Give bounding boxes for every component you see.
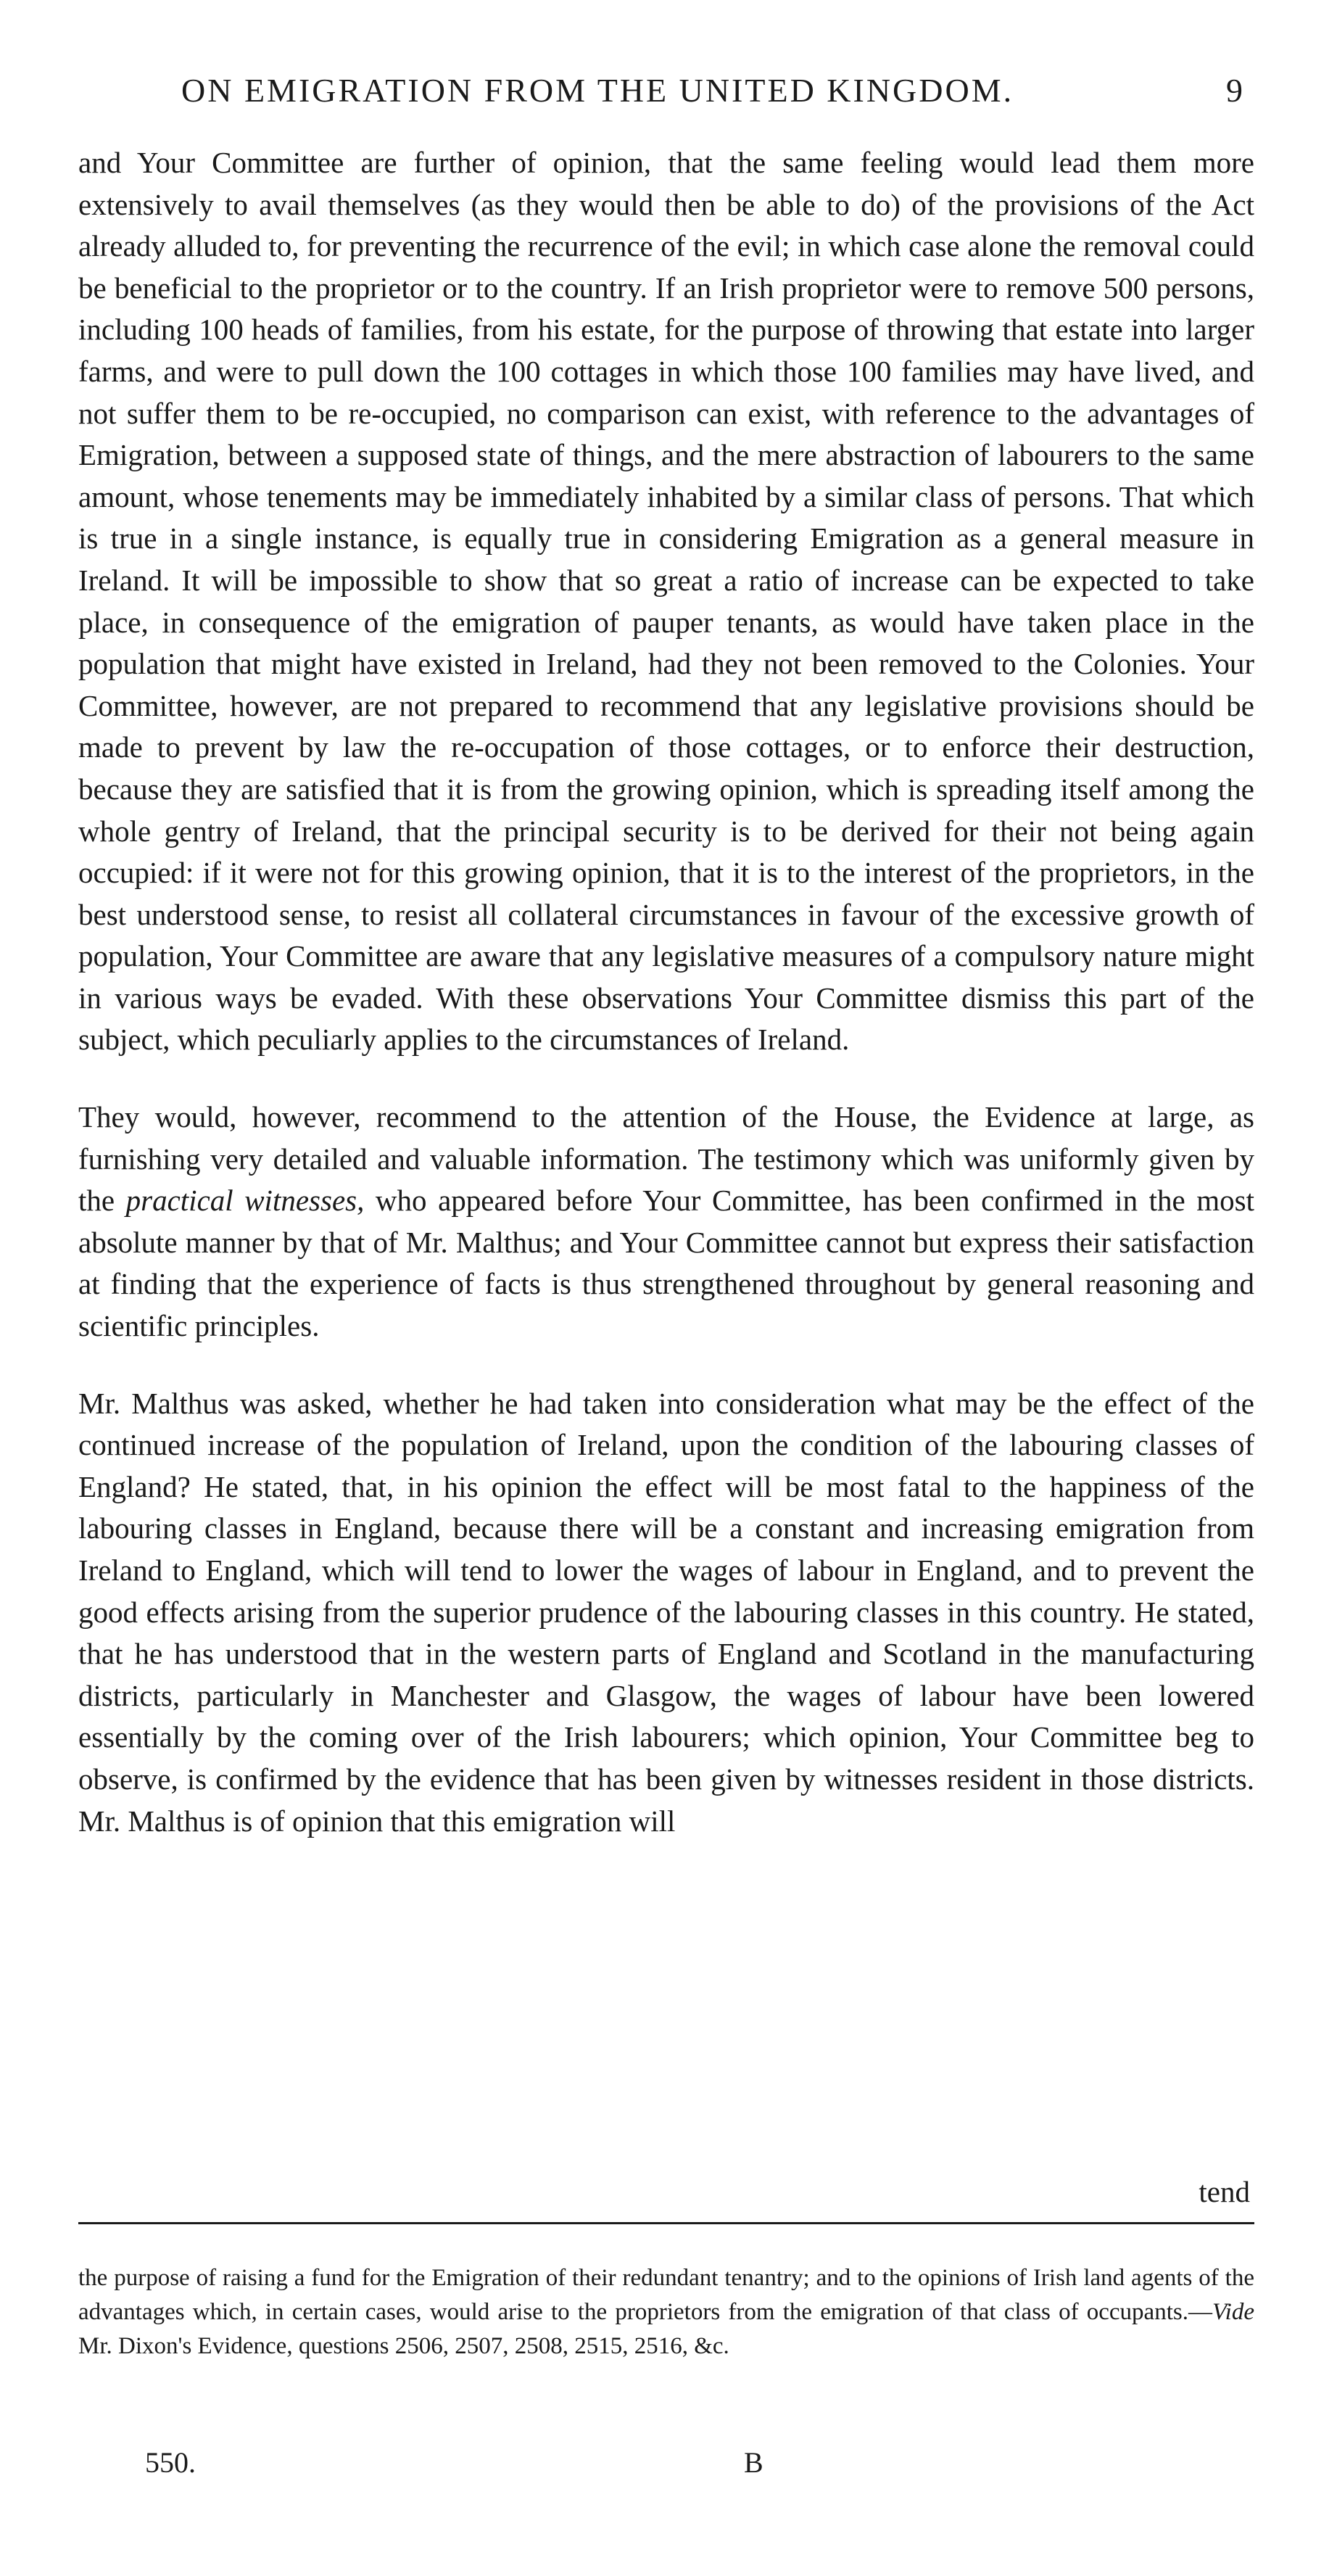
paragraph-3: Mr. Malthus was asked, whether he had taken into consideration what may be the effect of the continued increase of the population of Ireland, upon the condition of the labouring classes of England? He stated, that, in his opinion the effect will be most fatal to the happiness of the labouring classes in England, because there will be a constant and increasing emigration from Ireland to England, which will tend to lower the wages of labour in England, and to prevent the good effects arising from the superior prudence of the labouring classes in this country. He stated, that he has understood that in the western parts of England and Scotland in the manufacturing districts, particularly in Manchester and Glasgow, the wages of labour have been lowered essentially by the coming over of the Irish labourers; which opinion, Your Committee beg to observe, is confirmed by the evidence that has been given by witnesses resident in those districts. Mr. Malthus is of opinion that this emigration will [78, 1386, 1254, 1838]
signature-number: 550. [145, 2446, 196, 2479]
footnote-text-end: Mr. Dixon's Evidence, questions 2506, 2507, 2508, 2515, 2516, &c. [78, 2333, 729, 2359]
catchword: tend [1199, 2175, 1250, 2208]
paragraph-2 [78, 1097, 1254, 1347]
paragraph-2-text-end: who appeared before Your Committee, has been confirmed in the most absolute manner by that of Mr. Malthus; and Your Committee cannot but express their satisfaction at finding that the experience of facts is thus strengthened throughout by general reasoning and scientific principles. [78, 1184, 1254, 1343]
page-number: 9 [1226, 72, 1243, 109]
running-title: ON EMIGRATION FROM THE UNITED KINGDOM. [181, 72, 1014, 109]
footnote [78, 2261, 1254, 2364]
footnote-rule [78, 2222, 1254, 2224]
paragraph-2-emphasis: practical witnesses, [125, 1184, 365, 1218]
footnote-text-start: the purpose of raising a fund for the Emigration of their redundant tenantry; and to the opinions of Irish land agents of the advantages which, in certain cases, would arise to the proprietors from the emigration of that class of occupants.— [78, 2265, 1254, 2325]
paragraph-2-text-start: They would, however, recommend to the attention of the House, the Evidence at large, as furnishing very detailed and valuable information. The testimony which was uniformly given by the [78, 1100, 1254, 1218]
footnote-vide: Vide [1212, 2299, 1254, 2325]
paragraph-1: and Your Committee are further of opinion, that the same feeling would lead them more extensively to avail themselves (as they would then be able to do) of the provisions of the Act already alluded to, for preventing the recurrence of the evil; in which case alone the removal could be beneficial to the proprietor or to the country. If an Irish proprietor were to remove 500 persons, including 100 heads of families, from his estate, for the purpose of throwing that estate into larger farms, and were to pull down the 100 cottages in which those 100 families may have lived, and not suffer them to be re-occupied, no comparison can exist, with reference to the advantages of Emigration, between a supposed state of things, and the mere abstraction of labourers to the same amount, whose tenements may be immediately inhabited by a similar class of persons. That which is true in a single instance, is equally true in considering Emigration as a general measure in Ireland. It will be impossible to show that so great a ratio of increase can be expected to take place, in consequence of the emigration of pauper tenants, as would have taken place in the population that might have existed in Ireland, had they not been removed to the Colonies. Your Committee, however, are not prepared to recommend that any legislative provisions should be made to prevent by law the re-occupation of those cottages, or to enforce their destruction, because they are satisfied that it is from the growing opinion, which is spreading itself among the whole gentry of Ireland, that the principal security is to be derived for their not being again occupied: if it were not for this growing opinion, that it is to the interest of the proprietors, in the best understood sense, to resist all collateral circumstances in favour of the excessive growth of population, Your Committee are aware that any legislative measures of a compulsory nature might in various ways be evaded. With these observations Your Committee dismiss this part of the subject, which peculiarly applies to the circumstances of Ireland. [78, 146, 1254, 1057]
body-text [78, 142, 1254, 1842]
signature-letter: B [744, 2446, 763, 2479]
running-head [73, 71, 1243, 122]
